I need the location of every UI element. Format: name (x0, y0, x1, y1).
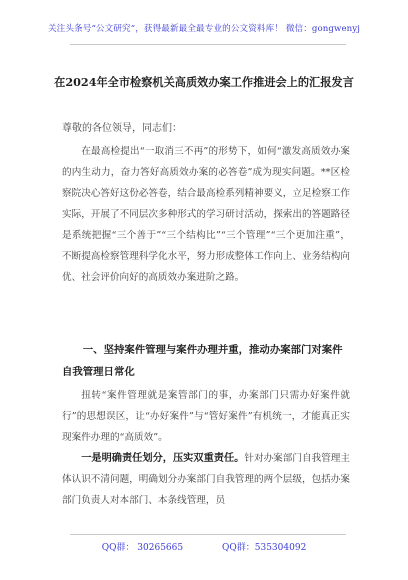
section-heading-1: 一、坚持案件管理与案件办理并重，推动办案部门对案件自我管理日常化 (62, 344, 343, 378)
salutation: 尊敬的各位领导，同志们： (62, 123, 182, 134)
footer-qq-group-1: QQ群： 30265665 (101, 543, 184, 553)
document-title: 在2024年全市检察机关高质效办案工作推进会上的汇报发言 (54, 75, 354, 89)
paragraph-3-rest: 针对办案部门自我管理主体认识不清问题，明确划分办案部门自我管理的两个层级，包括办案部门负责人对本部门、本条线管理，员 (62, 453, 350, 506)
header-divider (70, 44, 346, 45)
paragraph-intro: 在最高检提出“一取消三不再”的形势下，如何“激发高质效办案的内生动力，奋力答好高质效办案的必答卷”成为现实问题。**区检察院决心答好这份必答卷，结合最高检系列精神要义，立足检察工作实际，开展了不同层次多种形式的学习研讨活动，探索出的答题路径是系统把握“三个善于”“三个结构比”“三个管理”“三个更加注重”，不断提高检察管理科学化水平，努力形成整体工作向上、业务结构向优、社会评价向好的高质效办案进阶之路。 (62, 146, 350, 283)
footer-divider (70, 534, 346, 535)
footer-contacts (0, 540, 408, 553)
paragraph-2: 扭转“案件管理就是案管部门的事，办案部门只需办好案件就行”的思想误区，让“办好案件”与“管好案件”有机统一，才能真正实现案件办理的“高质效”。 (62, 390, 350, 443)
paragraph-3 (62, 448, 350, 511)
paragraph-3-lead: 一是明确责任划分，压实双重责任。 (81, 452, 245, 464)
footer-qq-group-2: QQ群：535304092 (222, 543, 307, 553)
header-promo-note: 关注头条号“公文研究”，获得最新最全最专业的公文资料库！ 微信：gongwenyj (47, 24, 361, 34)
